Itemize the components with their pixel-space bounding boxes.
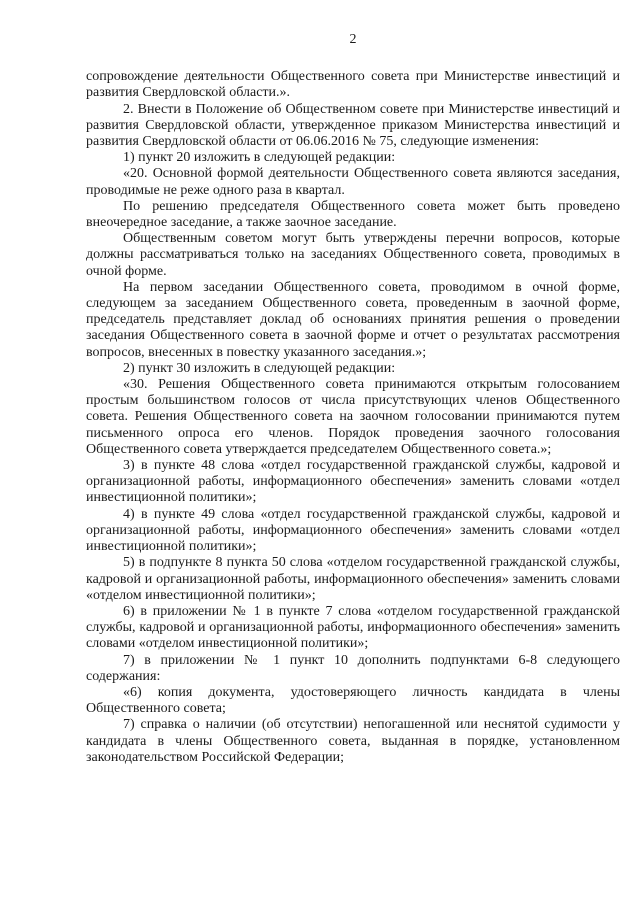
paragraph-first-meeting: На первом заседании Общественного совета, проводимом в очной форме, следующем за заседанием Общественного совета, проведенным в заочной форме, председатель представляет доклад об основаниях принятия решения о проведении заседания Общественного совета в заочной форме и отчет о результатах рассмотрения вопросов, внесенных в повестку указанного заседания.»; (86, 279, 620, 360)
paragraph-new-item-7: 7) справка о наличии (об отсутствии) непогашенной или неснятой судимости у кандидата в члены Общественного совета, выданная в порядке, установленном законодательством Российской Федерации; (86, 717, 620, 765)
paragraph-subitem-2: 2) пункт 30 изложить в следующей редакции: (123, 360, 396, 376)
paragraph-subitem-3: 3) в пункте 48 слова «отдел государственной гражданской службы, кадровой и организационной работы, информационного обеспечения» заменить словами «отдел инвестиционной политики»; (86, 458, 620, 506)
paragraph-question-lists: Общественным советом могут быть утверждены перечни вопросов, которые должны рассматриваться только на заседаниях Общественного совета, проводимых в очной форме. (86, 231, 620, 279)
paragraph-clause-30: «30. Решения Общественного совета принимаются открытым голосованием простым большинством голосов от числа присутствующих членов Общественного совета. Решения Общественного совета на заочном голосовании принимаются путем письменного опроса его членов. Порядок проведения заочного голосования Общественного совета утверждается председателем Общественного совета.»; (86, 377, 620, 457)
paragraph-item-2: 2. Внести в Положение об Общественном совете при Министерстве инвестиций и развития Свердловской области, утвержденное приказом Министерства инвестиций и развития Свердловской области от 06.06.2016 № 75, следующие изменения: (86, 101, 620, 150)
paragraph-new-item-6: «6) копия документа, удостоверяющего личность кандидата в члены Общественного совета; (86, 684, 620, 717)
page-number: 2 (349, 32, 357, 47)
paragraph-subitem-7: 7) в приложении № 1 пункт 10 дополнить подпунктами 6-8 следующего содержания: (86, 652, 620, 684)
paragraph-clause-20: «20. Основной формой деятельности Общественного совета являются заседания, проводимые не реже одного раза в квартал. (86, 166, 620, 198)
paragraph-subitem-6: 6) в приложении № 1 в пункте 7 слова «отделом государственной гражданской службы, кадровой и организационной работы, информационного обеспечения» заменить словами «отделом инвестиционной политики»; (86, 603, 620, 652)
paragraph-subitem-1: 1) пункт 20 изложить в следующей редакции: (123, 150, 396, 166)
paragraph-chairman-decision: По решению председателя Общественного совета может быть проведено внеочередное заседание, а также заочное заседание. (86, 198, 620, 231)
paragraph-continuation: сопровождение деятельности Общественного совета при Министерстве инвестиций и развития Свердловской области.». (86, 69, 620, 101)
paragraph-subitem-4: 4) в пункте 49 слова «отдел государственной гражданской службы, кадровой и организационной работы, информационного обеспечения» заменить словами «отдел инвестиционной политики»; (86, 506, 620, 555)
paragraph-subitem-5: 5) в подпункте 8 пункта 50 слова «отделом государственной гражданской службы, кадровой и организационной работы, информационного обеспечения» заменить словами «отделом инвестиционной политики»; (86, 555, 620, 603)
document-page (86, 32, 620, 766)
